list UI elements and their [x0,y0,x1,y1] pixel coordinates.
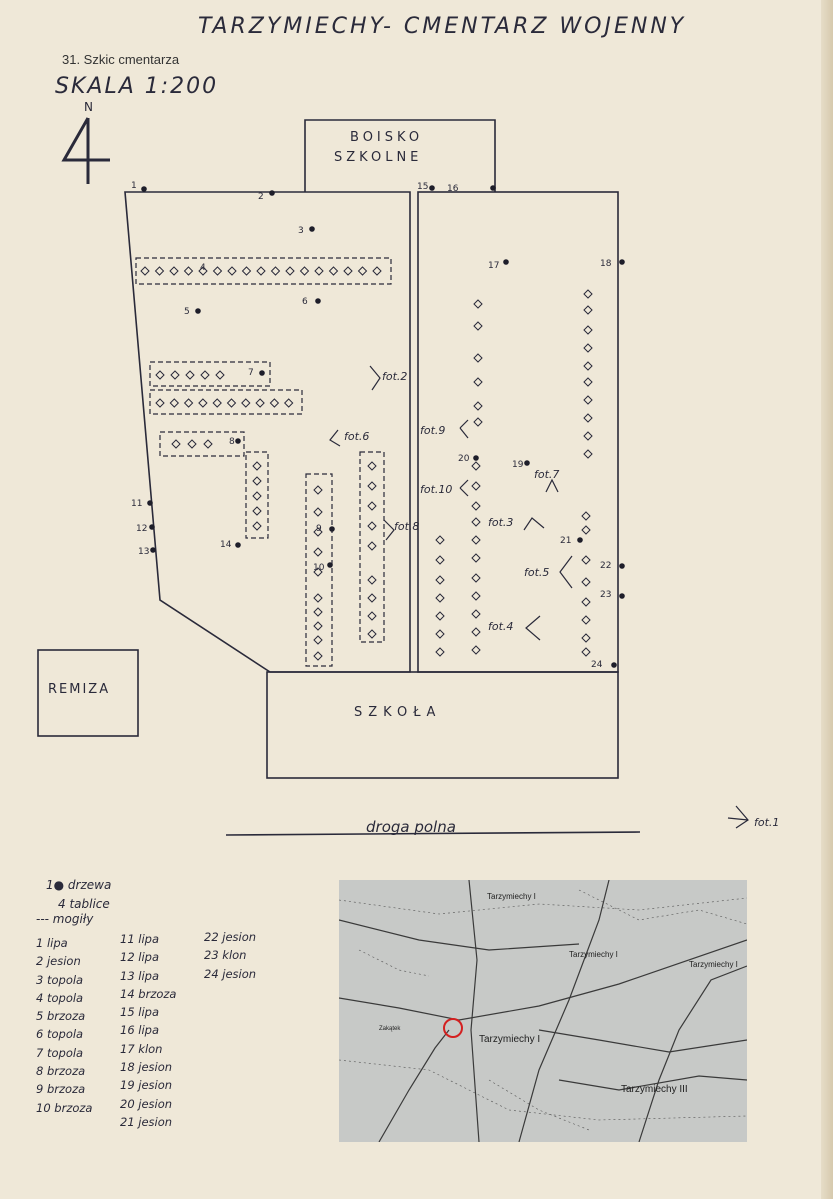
plaque-icon [368,462,376,470]
plaque-icon [582,598,590,606]
plaque-icon [156,267,164,275]
road-label: droga polna [366,818,456,836]
north-label: N [84,100,93,114]
plaque-icon [474,378,482,386]
tree-dot [429,185,435,191]
tree-entry: 21 jesion [120,1114,173,1129]
map-label: Tarzymiechy I [569,950,618,959]
tree-number: 5 [184,307,190,317]
plaque-icon [472,628,480,636]
plaque-icon [368,630,376,638]
tree-entry: 15 lipa [120,1005,160,1020]
plaque-icon [474,402,482,410]
tree-number: 10 [313,563,325,573]
plaque-icon [368,612,376,620]
plaque-icon [436,630,444,638]
plaque-icon [286,267,294,275]
photo-point: fot.4 [488,620,514,633]
plaque-icon [472,574,480,582]
tree-entry: 14 brzoza [120,986,177,1001]
grave-col-1 [246,452,268,538]
tree-entry: 6 topola [36,1027,84,1042]
plaque-icon [474,418,482,426]
tree-entry: 11 lipa [120,932,160,946]
plaque-icon [582,648,590,656]
plaque-icon [584,290,592,298]
plaque-icon [368,482,376,490]
plaque-icon [472,536,480,544]
plaque-icon [368,576,376,584]
plaque-icon [256,399,264,407]
plaque-icon [584,414,592,422]
plaque-icon [474,300,482,308]
tree-number: 12 [136,524,148,534]
map-label: Zakątek [379,1026,401,1032]
plaque-icon [315,267,323,275]
plaque-icon [172,440,180,448]
tree-dot [235,542,241,548]
tree-number: 22 [600,561,612,571]
tree-number: 3 [298,226,304,236]
plaque-icon [170,399,178,407]
tree-number: 4 [200,263,206,273]
plaque-icon [474,354,482,362]
plaque-icon [314,622,322,630]
scale-label: SKALA 1:200 [55,74,219,99]
legend-trees: 1● drzewa [46,878,112,892]
photo-point: fot.8 [394,520,420,533]
plaque-icon [472,502,480,510]
map-lines [339,880,747,1142]
plaque-icon [185,267,193,275]
plaque-icon [436,612,444,620]
location-map [339,880,747,1142]
tree-entry: 22 jesion [204,930,257,944]
plaque-icon [436,576,444,584]
plaque-icon [436,536,444,544]
plaque-icon [186,371,194,379]
plaque-icon [582,634,590,642]
tree-entry: 20 jesion [120,1096,173,1111]
tree-entry: 16 lipa [120,1023,160,1038]
tree-number: 15 [417,182,429,192]
plaque-icon [344,267,352,275]
tree-number: 20 [458,454,470,464]
map-label: Tarzymiechy I [689,960,738,969]
tree-number: 11 [131,499,143,509]
plaque-icon [204,440,212,448]
map-label: Tarzymiechy I [487,892,536,901]
tree-dot [577,537,583,543]
plaque-icon [171,371,179,379]
plaque-icon [472,554,480,562]
tree-number: 8 [229,437,235,447]
plaque-icon [314,548,322,556]
plaque-icon [582,526,590,534]
plaque-icon [584,362,592,370]
plaque-icon [359,267,367,275]
plaque-icon [330,267,338,275]
plaque-icon [314,486,322,494]
figure-caption: 31. Szkic cmentarza [62,52,180,67]
tree-entry: 9 brzoza [36,1082,86,1097]
plaque-icon [141,267,149,275]
photo-point: fot.10 [420,483,453,496]
tree-entry: 24 jesion [204,966,257,981]
plaque-icon [584,306,592,314]
tree-entry: 18 jesion [120,1060,173,1075]
photo-point: fot.7 [534,468,560,481]
plaque-icon [472,646,480,654]
plaque-icon [436,556,444,564]
tree-entry: 13 lipa [120,968,160,983]
grave-col-3 [360,452,384,642]
tree-dot [150,547,156,553]
tree-dot [619,563,625,569]
grave-row-3 [150,390,302,414]
tree-number: 1 [131,181,137,191]
tree-entry: 17 klon [120,1041,163,1056]
tree-dot [195,308,201,314]
plaque-icon [368,502,376,510]
tree-number: 7 [248,368,254,378]
tree-dot [235,438,241,444]
cemetery-location-marker [444,1019,462,1037]
plaque-icon [436,594,444,602]
photo-point: fot.6 [344,430,370,443]
plaque-icon [253,462,261,470]
plaque-icon [156,399,164,407]
plaque-icon [285,399,293,407]
tree-dot [619,259,625,265]
tree-dot [141,186,147,192]
plaque-icon [201,371,209,379]
plaque-icon [472,610,480,618]
tree-dot [149,524,155,530]
remiza-label: REMIZA [48,682,111,697]
tree-dot [315,298,321,304]
tree-list-col-3 [204,928,256,983]
tree-dot [329,526,335,532]
plaque-icon [472,592,480,600]
tree-entry: 12 lipa [120,950,160,965]
szkola-label: SZKOŁA [354,705,442,720]
tree-number: 2 [258,192,264,202]
tree-dot [619,593,625,599]
plaque-icon [474,322,482,330]
tree-entry: 23 klon [204,948,247,963]
plaque-icon [228,399,236,407]
plaque-icon [584,450,592,458]
photo-point: fot.5 [524,566,550,579]
tree-entry: 10 brzoza [36,1100,93,1115]
plaque-icon [582,556,590,564]
tree-entry: 2 jesion [36,954,81,969]
plaque-icon [436,648,444,656]
szkolne-label: SZKOLNE [334,150,423,165]
plaque-icon [584,432,592,440]
tree-dot [503,259,509,265]
plaque-icon [170,267,178,275]
plaque-icon [584,344,592,352]
tree-list-col-2 [120,930,176,1131]
tree-entry: 19 jesion [120,1078,173,1093]
plaque-icon [582,616,590,624]
tree-number: 13 [138,547,150,557]
grave-row-1 [136,258,391,284]
page-title: TARZYMIECHY- CMENTARZ WOJENNY [198,14,687,39]
tree-number: 24 [591,660,603,670]
plaque-icon [199,399,207,407]
plaque-icon [314,508,322,516]
photo-point: fot.9 [420,424,446,437]
plaque-icon [253,522,261,530]
plaque-icon [368,542,376,550]
plaque-icon [257,267,265,275]
legend-plaques: 4 tablice [58,897,110,911]
plaque-icon [301,267,309,275]
plaque-icon [368,594,376,602]
plaque-icon [253,477,261,485]
tree-dot [524,460,530,466]
tree-number: 23 [600,590,612,600]
plaque-icon [272,267,280,275]
szkola-outline [267,672,618,778]
plaque-icon [253,492,261,500]
plaque-icon [185,399,193,407]
plaque-icon [582,512,590,520]
plaque-icon [314,652,322,660]
trees-group [141,185,625,668]
plaque-icon [472,462,480,470]
tree-dot [309,226,315,232]
plaque-icon [368,522,376,530]
tree-dot [490,185,496,191]
north-arrow-icon [64,118,110,184]
plaque-icon [228,267,236,275]
plaque-icon [216,371,224,379]
photo-point: fot.2 [382,370,408,383]
plaque-icon [213,399,221,407]
tree-number: 16 [447,184,459,194]
boisko-label: BOISKO [350,130,424,145]
tree-number: 6 [302,297,308,307]
tree-number: 14 [220,540,232,550]
map-label: Tarzymiechy I [479,1034,541,1045]
plaque-icon [373,267,381,275]
tree-number: 18 [600,259,612,269]
photo-arrows [330,366,748,828]
plaque-icon [314,636,322,644]
tree-dot [611,662,617,668]
tree-dot [327,562,333,568]
tree-entry: 5 brzoza [36,1009,86,1024]
tree-number: 21 [560,536,572,546]
plaque-icon [242,399,250,407]
plaque-icon [472,482,480,490]
tree-entry: 7 topola [36,1045,84,1060]
plaque-icon [584,396,592,404]
plaque-icon [314,594,322,602]
tree-list-col-1 [36,934,92,1117]
tree-entry: 3 topola [36,972,84,987]
plaque-icon [156,371,164,379]
plaque-icon [314,608,322,616]
tree-dot [147,500,153,506]
tree-number: 19 [512,460,524,470]
tree-number: 9 [316,524,322,534]
legend-graves: --- mogiły [36,912,94,926]
plaque-icon [214,267,222,275]
tree-entry: 4 topola [36,990,84,1005]
plaque-icon [582,578,590,586]
tree-dot [259,370,265,376]
plaque-icon [270,399,278,407]
tree-dot [473,455,479,461]
plaque-icon [253,507,261,515]
tree-dot [269,190,275,196]
plaque-icon [243,267,251,275]
plaque-icon [584,326,592,334]
photo-point: fot.3 [488,516,514,529]
photo-point: fot.1 [754,816,780,829]
tree-entry: 8 brzoza [36,1064,86,1079]
tree-entry: 1 lipa [36,936,68,950]
plaque-icon [188,440,196,448]
map-label: Tarzymiechy III [621,1084,688,1095]
tree-number: 17 [488,261,500,271]
plaque-icon [584,378,592,386]
plaque-icon [472,518,480,526]
